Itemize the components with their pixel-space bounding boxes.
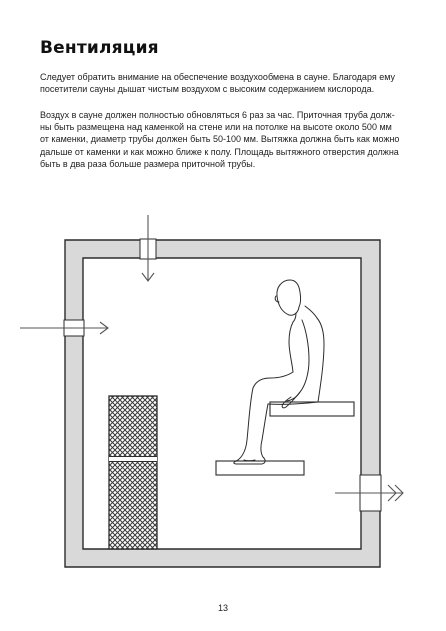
- seated-person-icon: [234, 280, 324, 464]
- text-line: дальше от каменки и как можно ближе к полу. Площадь вытяжного отверстия должна: [40, 146, 399, 157]
- sauna-stove-icon: [109, 396, 157, 549]
- requirements-paragraph: [40, 109, 412, 170]
- text-line: от каменки, диаметр трубы должен быть 50-100 мм. Вытяжка должна быть как можно: [40, 134, 400, 145]
- text-line: быть в два раза больше размера приточной трубы.: [40, 158, 256, 169]
- sauna-ventilation-diagram: [0, 200, 446, 600]
- text-line: Воздух в сауне должен полностью обновляться 6 раз за час. Приточная труба долж-: [40, 110, 395, 120]
- page-title: Вентиляция: [40, 38, 159, 58]
- text-line: ны быть размещена над каменкой на стене или на потолке на высоте около 500 мм: [40, 122, 392, 133]
- sauna-footrest: [216, 461, 304, 475]
- intro-paragraph: [40, 71, 412, 95]
- page-number: 13: [217, 603, 228, 613]
- text-line: посетители сауны дышат чистым воздухом с высоким содержанием кислорода.: [40, 84, 375, 95]
- text-line: Следует обратить внимание на обеспечение воздухообмена в сауне. Благодаря ему: [40, 72, 396, 82]
